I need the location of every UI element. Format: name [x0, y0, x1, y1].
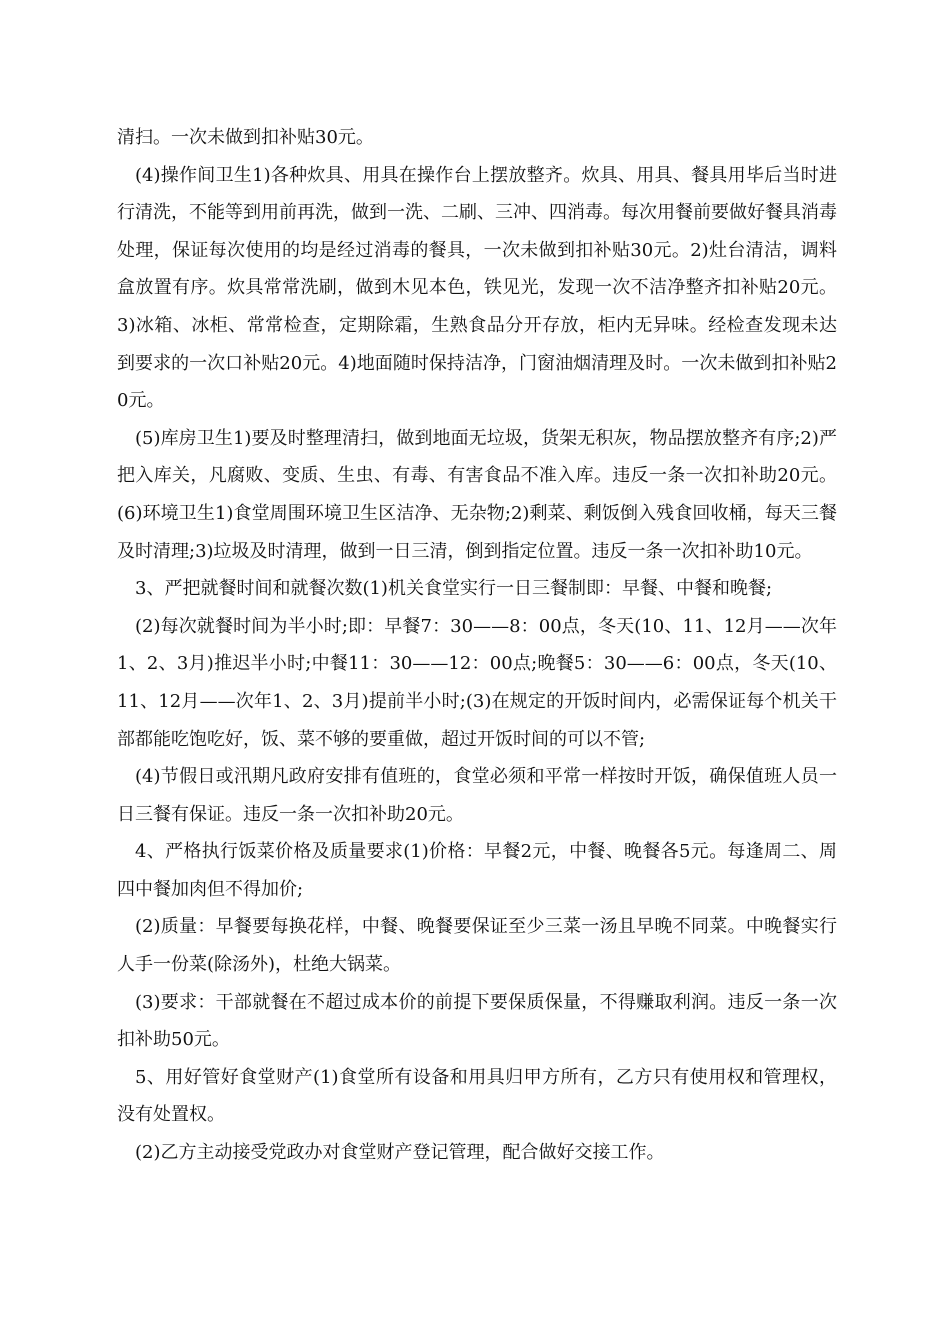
paragraph-storeroom-environment-hygiene: (5)库房卫生1)要及时整理清扫，做到地面无垃圾，货架无积灰，物品摆放整齐有序;2)严把入库关，凡腐败、变质、生虫、有毒、有害食品不准入库。违反一条一次扣补助20元。(6)环境卫生1)食堂周围环境卫生区洁净、无杂物;2)剩菜、剩饭倒入残食回收桶，每天三餐及时清理;3)垃圾及时清理，做到一日三清，倒到指定位置。违反一条一次扣补助10元。: [117, 427, 837, 562]
paragraph-cleaning-penalty: 清扫。一次未做到扣补贴30元。: [117, 127, 374, 148]
paragraph-meal-prices: 4、严格执行饭菜价格及质量要求(1)价格：早餐2元，中餐、晚餐各5元。每逢周二、周四中餐加肉但不得加价;: [117, 841, 837, 900]
paragraph-meal-schedule: 3、严把就餐时间和就餐次数(1)机关食堂实行一日三餐制即：早餐、中餐和晚餐;: [135, 578, 773, 600]
paragraph-meal-quality: (2)质量：早餐要每换花样，中餐、晚餐要保证至少三菜一汤且早晚不同菜。中晚餐实行人手一份菜(除汤外)，杜绝大锅菜。: [117, 916, 837, 976]
paragraph-property-registration: (2)乙方主动接受党政办对食堂财产登记管理，配合做好交接工作。: [135, 1142, 665, 1164]
paragraph-meal-requirements: (3)要求：干部就餐在不超过成本价的前提下要保质保量，不得赚取利润。违反一条一次扣补助50元。: [117, 991, 837, 1051]
paragraph-canteen-property: 5、用好管好食堂财产(1)食堂所有设备和用具归甲方所有，乙方只有使用权和管理权，没有处置权。: [117, 1066, 837, 1126]
paragraph-meal-times: (2)每次就餐时间为半小时;即：早餐7：30——8：00点，冬天(10、11、12月——次年1、2、3月)推迟半小时;中餐11：30——12：00点;晚餐5：30——6：00点，冬天(10、11、12月——次年1、2、3月)提前半小时;(3)在规定的开饭时间内，必需保证每个机关干部都能吃饱吃好，饭、菜不够的要重做，超过开饭时间的可以不管;: [117, 615, 837, 750]
paragraph-holiday-duty: (4)节假日或汛期凡政府安排有值班的，食堂必须和平常一样按时开饭，确保值班人员一日三餐有保证。违反一条一次扣补助20元。: [117, 766, 837, 825]
paragraph-kitchen-hygiene: (4)操作间卫生1)各种炊具、用具在操作台上摆放整齐。炊具、用具、餐具用毕后当时进行清洗，不能等到用前再洗，做到一洗、二刷、三冲、四消毒。每次用餐前要做好餐具消毒处理，保证每次使用的均是经过消毒的餐具，一次未做到扣补贴30元。2)灶台清洁，调料盒放置有序。炊具常常洗刷，做到木见本色，铁见光，发现一次不洁净整齐扣补贴20元。3)冰箱、冰柜、常常检查，定期除霜，生熟食品分开存放，柜内无异味。经检查发现未达到要求的一次口补贴20元。4)地面随时保持洁净，门窗油烟清理及时。一次未做到扣补贴20元。: [117, 164, 837, 412]
document-body: [117, 119, 837, 1172]
